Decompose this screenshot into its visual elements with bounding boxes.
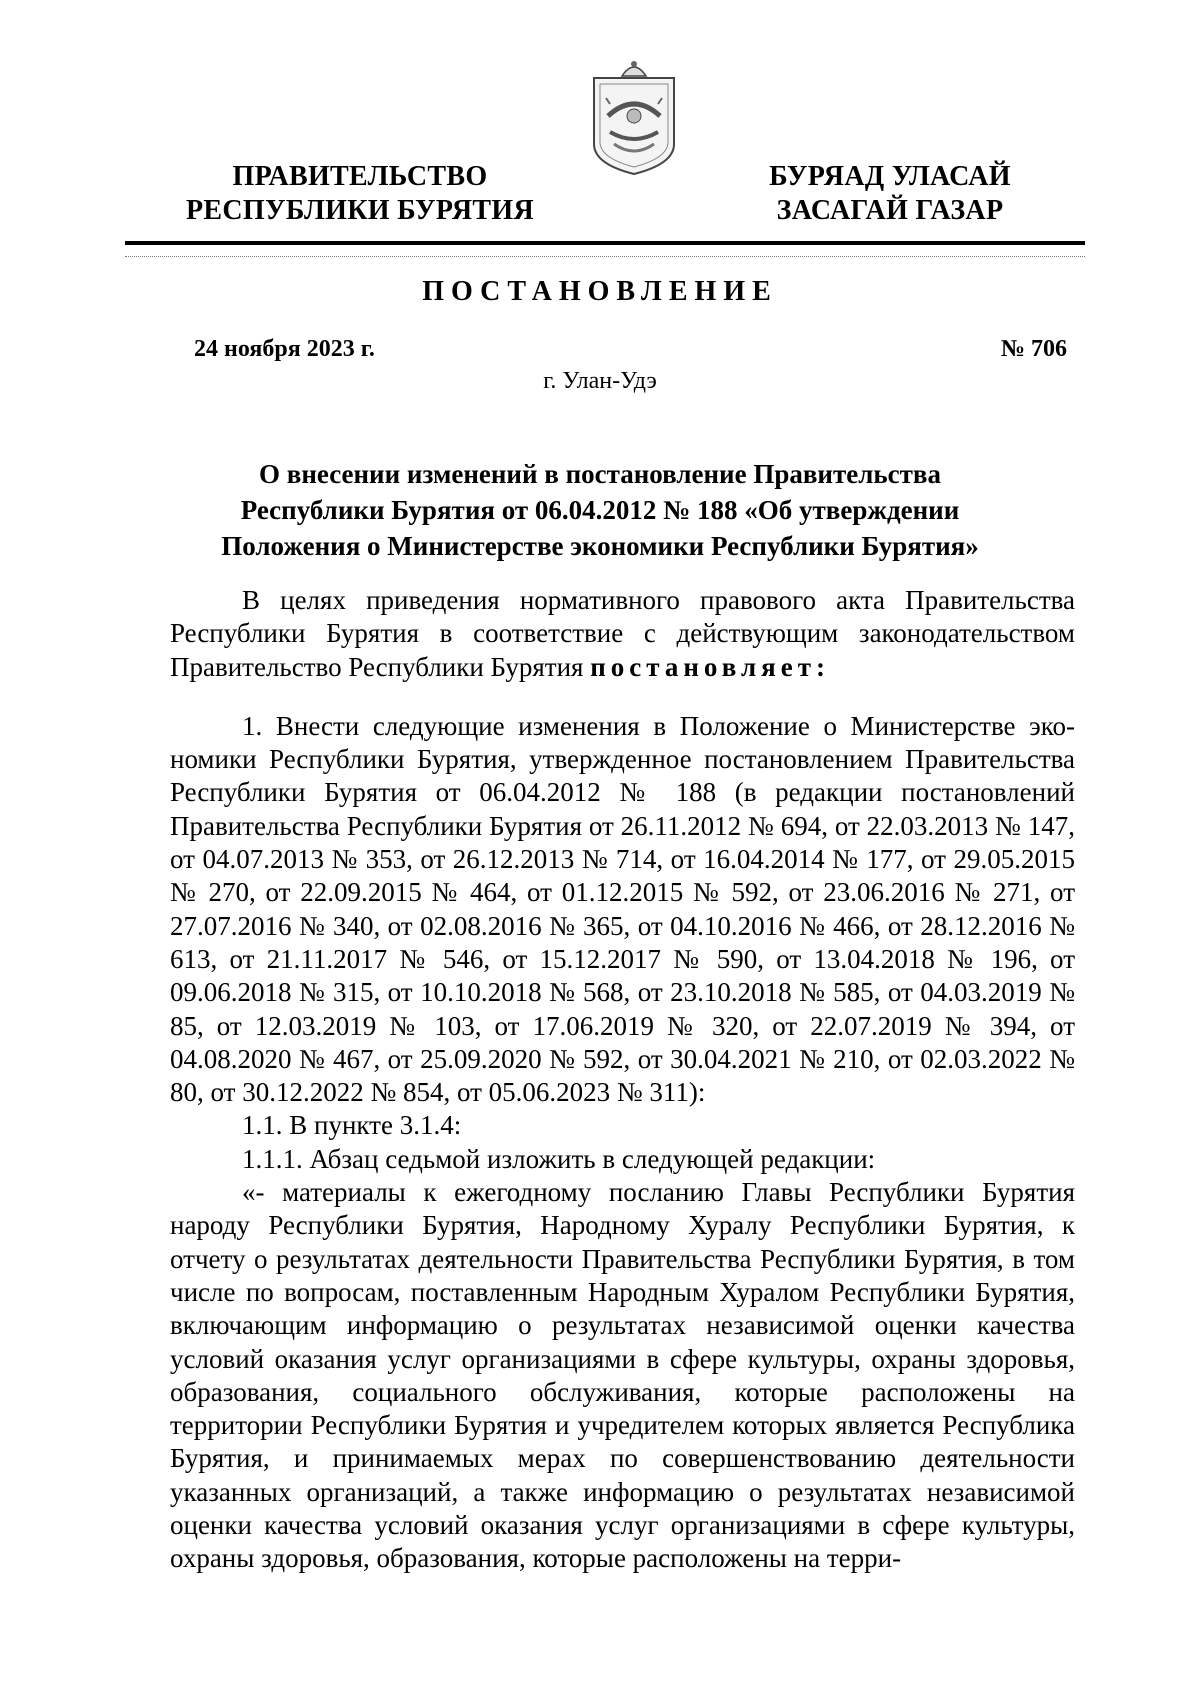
- document-title: [150, 456, 1050, 564]
- document-number: № 706: [1000, 336, 1067, 362]
- org-name-bua-line1: БУРЯАД УЛАСАЙ: [769, 161, 1011, 192]
- item-1-1-1-paragraph: 1.1.1. Абзац седьмой изложить в следующей редакции:: [242, 1143, 876, 1174]
- preamble-paragraph: [170, 584, 1075, 684]
- resolves-word: постановляет:: [590, 651, 830, 682]
- document-type: ПОСТАНОВЛЕНИЕ: [422, 276, 778, 307]
- document-body: [170, 584, 1075, 1576]
- document-title-line1: О внесении изменений в постановление Правительства: [259, 459, 941, 489]
- org-name-ru: [170, 160, 550, 228]
- item-1-1-paragraph: 1.1. В пункте 3.1.4:: [242, 1110, 462, 1141]
- document-date: 24 ноября 2023 г.: [194, 336, 375, 362]
- header-divider: [125, 241, 1085, 245]
- header-divider-dotted: [125, 256, 1085, 257]
- coat-of-arms-icon: [588, 56, 680, 178]
- item-1-paragraph: 1. Внести следующие изменения в Положение о Министерстве экономики Республики Бурятия, утвержденное постановлением Правительства Республики Бурятия от 06.04.2012 № 188 (в редакции постановлений Правительства Республики Бурятия от 26.11.2012 № 694, от 22.03.2013 № 147, от 04.07.2013 № 353, от 26.12.2013 № 714, от 16.04.2014 № 177, от 29.05.2015 № 270, от 22.09.2015 № 464, от 01.12.2015 № 592, от 23.06.2016 № 271, от 27.07.2016 № 340, от 02.08.2016 № 365, от 04.10.2016 № 466, от 28.12.2016 № 613, от 21.11.2017 № 546, от 15.12.2017 № 590, от 13.04.2018 № 196, от 09.06.2018 № 315, от 10.10.2018 № 568, от 23.10.2018 № 585, от 04.03.2019 № 85, от 12.03.2019 № 103, от 17.06.2019 № 320, от 22.07.2019 № 394, от 04.08.2020 № 467, от 25.09.2020 № 592, от 30.04.2021 № 210, от 02.03.2022 № 80, от 30.12.2022 № 854, от 05.06.2023 № 311):: [170, 710, 1075, 1108]
- org-name-ru-line1: ПРАВИТЕЛЬСТВО: [232, 161, 488, 192]
- document-city: г. Улан-Удэ: [543, 368, 657, 394]
- quoted-paragraph: «- материалы к ежегодному посланию Главы Республики Бурятия народу Республики Бурятия, Народному Хуралу Республики Бурятия, к отчету о результатах деятельности Правительства Республики Бурятия, в том числе по вопросам, поставленным Народным Хуралом Республики Бурятия, включающим информацию о результатах независимой оценки качества условий оказания услуг организациями в сфере культуры, охраны здоровья, образования, социального обслуживания, которые расположены на территории Республики Бурятия и учредителем которых является Республика Бурятия, и принимаемых мерах по совершенствованию деятельности указанных организаций, а также информацию о результатах независимой оценки качества условий оказания услуг организациями в сфере культуры, охраны здоровья, образования, которые расположены на терри-: [170, 1177, 1075, 1574]
- org-name-bua-line2: ЗАСАГАЙ ГАЗАР: [776, 195, 1004, 226]
- document-title-line2: Республики Бурятия от 06.04.2012 № 188 «Об утверждении: [240, 495, 960, 525]
- org-name-ru-line2: РЕСПУБЛИКИ БУРЯТИЯ: [186, 195, 534, 226]
- org-name-bua: [740, 160, 1040, 228]
- document-title-line3: Положения о Министерстве экономики Республики Бурятия»: [221, 531, 979, 561]
- preamble-text: В целях приведения нормативного правового акта Правительства Республики Бурятия в соответствие с действующим законодательством Правительство Республики Бурятия: [170, 585, 1075, 682]
